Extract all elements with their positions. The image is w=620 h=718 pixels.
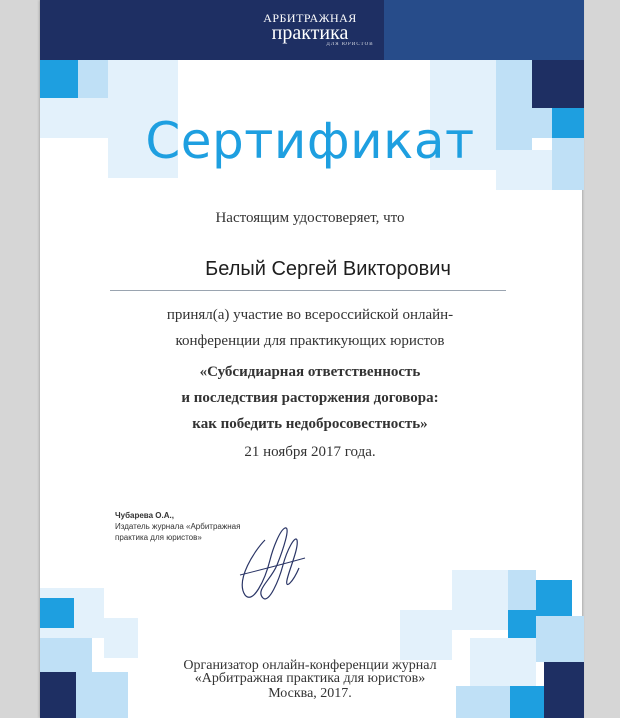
organizer-line-2: «Арбитражная практика для юристов»	[194, 671, 426, 686]
conference-date: 21 ноября 2017 года.	[244, 444, 376, 460]
organizer-line-3: Москва, 2017.	[268, 686, 352, 701]
logo-sub-line: ДЛЯ ЮРИСТОВ	[326, 42, 374, 47]
organizer-line-1: Организатор онлайн-конференции журнал	[183, 658, 437, 673]
conference-title-line-1: «Субсидиарная ответственность	[199, 364, 421, 380]
participation-line-1: принял(а) участие во всероссийской онлайн-	[166, 307, 454, 323]
name-underline	[110, 290, 506, 291]
handwritten-signature	[225, 520, 315, 610]
logo-top-line: АРБИТРАЖНАЯ	[263, 11, 357, 25]
certificate-title: Сертификат	[145, 112, 475, 170]
signer-title-line-2: практика для юристов»	[115, 533, 202, 542]
conference-title-line-2: и последствия расторжения договора:	[181, 390, 439, 406]
viewer-left-margin	[0, 0, 40, 718]
signer-title-line-1: Издатель журнала «Арбитражная	[115, 522, 241, 531]
viewer-right-margin	[582, 0, 620, 718]
recipient-name: Белый Сергей Викторович	[205, 258, 451, 280]
participation-line-2: конференции для практикующих юристов	[175, 333, 445, 349]
journal-logo	[0, 12, 620, 48]
conference-title-line-3: как победить недобросовестность»	[192, 416, 428, 432]
certifies-text: Настоящим удостоверяет, что	[215, 210, 405, 226]
signer-name: Чубарева О.А.,	[115, 511, 174, 520]
logo-main-word: практика	[271, 22, 349, 44]
